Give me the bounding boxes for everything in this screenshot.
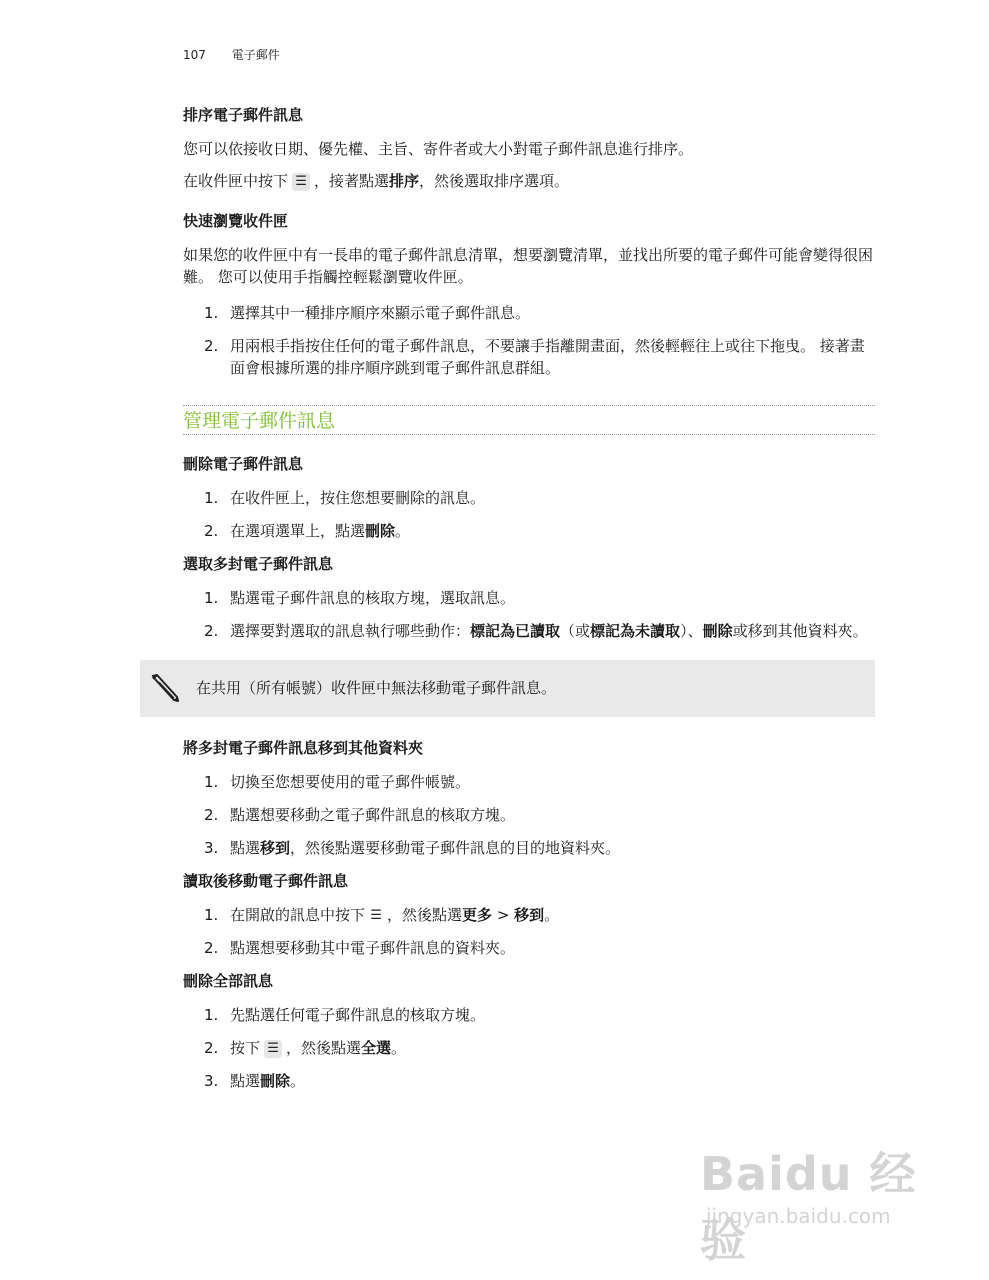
delete-all-steps (183, 1004, 875, 1092)
after-read-steps (183, 904, 875, 959)
watermark-logo: Baidu 经验 (700, 1147, 917, 1267)
menu-icon: ☰ (292, 173, 310, 191)
browse-paragraph: 如果您的收件匣中有一長串的電子郵件訊息清單，想要瀏覽清單，並找出所要的電子郵件可能會變得很困難。 您可以使用手指觸控輕鬆瀏覽收件匣。 (183, 246, 874, 286)
sort-paragraph: 您可以依接收日期、優先權、主旨、寄件者或大小對電子郵件訊息進行排序。 (183, 140, 694, 158)
browse-heading: 快速瀏覽收件匣 (183, 212, 289, 230)
move-heading: 將多封電子郵件訊息移到其他資料夾 (183, 739, 424, 757)
list-item: 2. 點選想要移動之電子郵件訊息的核取方塊。 (204, 806, 516, 824)
pencil-icon (148, 670, 184, 706)
multi-heading: 選取多封電子郵件訊息 (183, 555, 334, 573)
sort-instruction: 在收件匣中按下 ☰ ，接著點選排序，然後選取排序選項。 (183, 172, 570, 190)
page-header (183, 46, 280, 63)
delete-heading: 刪除電子郵件訊息 (183, 455, 304, 473)
list-item: 2. 用兩根手指按住任何的電子郵件訊息，不要讓手指離開畫面，然後輕輕往上或往下拖曳。 接著畫面會根據所選的排序順序跳到電子郵件訊息群組。 (204, 337, 865, 377)
chapter-title: 電子郵件 (231, 48, 280, 62)
list-item: 2. 選擇要對選取的訊息執行哪些動作：標記為已讀取（或標記為未讀取）、刪除或移到其他資料夾。 (204, 622, 868, 640)
list-item: 2. 按下 ☰ ，然後點選全選。 (204, 1039, 407, 1057)
list-item: 1. 在收件匣上，按住您想要刪除的訊息。 (204, 489, 486, 507)
watermark (700, 1138, 940, 1267)
sort-heading: 排序電子郵件訊息 (183, 106, 304, 124)
list-item: 1. 點選電子郵件訊息的核取方塊，選取訊息。 (204, 589, 516, 607)
list-item: 2. 點選想要移動其中電子郵件訊息的資料夾。 (204, 939, 516, 957)
menu-icon: ☰ (264, 1040, 282, 1058)
list-item: 1. 在開啟的訊息中按下 ☰ ，然後點選更多 > 移到。 (204, 906, 560, 924)
note-text: 在共用（所有帳號）收件匣中無法移動電子郵件訊息。 (196, 679, 557, 697)
delete-steps (183, 487, 875, 542)
page-number: 107 (183, 48, 206, 62)
note-box (140, 660, 875, 717)
list-item: 3. 點選移到，然後點選要移動電子郵件訊息的目的地資料夾。 (204, 839, 621, 857)
menu-icon: ☰ (370, 907, 382, 923)
move-steps (183, 771, 875, 859)
browse-steps (183, 302, 875, 379)
section-title: 管理電子郵件訊息 (183, 405, 875, 435)
delete-all-heading: 刪除全部訊息 (183, 972, 274, 990)
list-item: 1. 先點選任何電子郵件訊息的核取方塊。 (204, 1006, 486, 1024)
list-item: 3. 點選刪除。 (204, 1072, 306, 1090)
list-item: 1. 切換至您想要使用的電子郵件帳號。 (204, 773, 471, 791)
list-item: 1. 選擇其中一種排序順序來顯示電子郵件訊息。 (204, 304, 531, 322)
page-content (183, 104, 875, 1103)
multi-steps (183, 587, 875, 642)
list-item: 2. 在選項選單上，點選刪除。 (204, 522, 411, 540)
after-read-heading: 讀取後移動電子郵件訊息 (183, 872, 349, 890)
watermark-url: jingyan.baidu.com (706, 1204, 891, 1228)
